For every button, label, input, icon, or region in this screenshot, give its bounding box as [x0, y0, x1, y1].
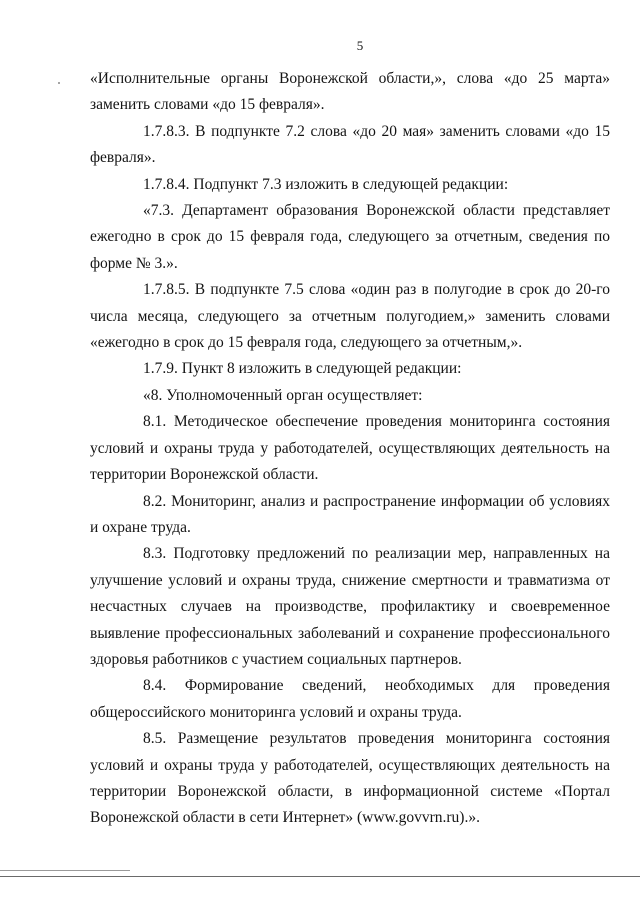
- paragraph-1-7-9: 1.7.9. Пункт 8 изложить в следующей редакции:: [143, 360, 462, 378]
- paragraph-8-5: 8.5. Размещение результатов проведения мониторинга состояния условий и охраны труда у работодателей, осуществляющих деятельность на территории Воронежской области, в информационной системе «Портал Воронежской области в сети Интернет» (www.govvrn.ru).».: [90, 730, 610, 827]
- paragraph-8-4: 8.4. Формирование сведений, необходимых для проведения общероссийского мониторинга условий и охраны труда.: [90, 677, 610, 721]
- paragraph-1-7-8-4: 1.7.8.4. Подпункт 7.3 изложить в следующей редакции:: [143, 175, 509, 193]
- paragraph-8-3: 8.3. Подготовку предложений по реализации мер, направленных на улучшение условий и охраны труда, снижение смертности и травматизма от несчастных случаев на производстве, профилактику и своевременное выявление профессиональных заболеваний и сохранение профессионального здоровья работников с участием социальных партнеров.: [90, 545, 610, 668]
- document-body: [90, 66, 610, 832]
- paragraph-1-7-8-5: 1.7.8.5. В подпункте 7.5 слова «один раз в полугодие в срок до 20-го числа месяца, следующего за отчетным полугодием,» заменить словами «ежегодно в срок до 15 февраля года, следующего за отчетным,».: [90, 281, 610, 352]
- paragraph-1-7-8-3: 1.7.8.3. В подпункте 7.2 слова «до 20 мая» заменить словами «до 15 февраля».: [90, 122, 610, 167]
- paragraph-8-intro: «8. Уполномоченный орган осуществляет:: [143, 386, 423, 404]
- paragraph-8-2: 8.2. Мониторинг, анализ и распространение информации об условиях и охране труда.: [90, 492, 610, 536]
- scan-mark: [58, 82, 60, 84]
- paragraph-continuation: «Исполнительные органы Воронежской области,», слова «до 25 марта» заменить словами «до 15 февраля».: [90, 70, 610, 114]
- paragraph-8-1: 8.1. Методическое обеспечение проведения мониторинга состояния условий и охраны труда у работодателей, осуществляющих деятельность на территории Воронежской области.: [90, 413, 610, 484]
- footer-divider: [0, 876, 640, 877]
- footer-divider-short: [0, 870, 130, 871]
- page-number: 5: [356, 38, 364, 53]
- paragraph-7-3-quote: «7.3. Департамент образования Воронежской области представляет ежегодно в срок до 15 февраля года, следующего за отчетным, сведения по форме № 3.».: [90, 202, 610, 272]
